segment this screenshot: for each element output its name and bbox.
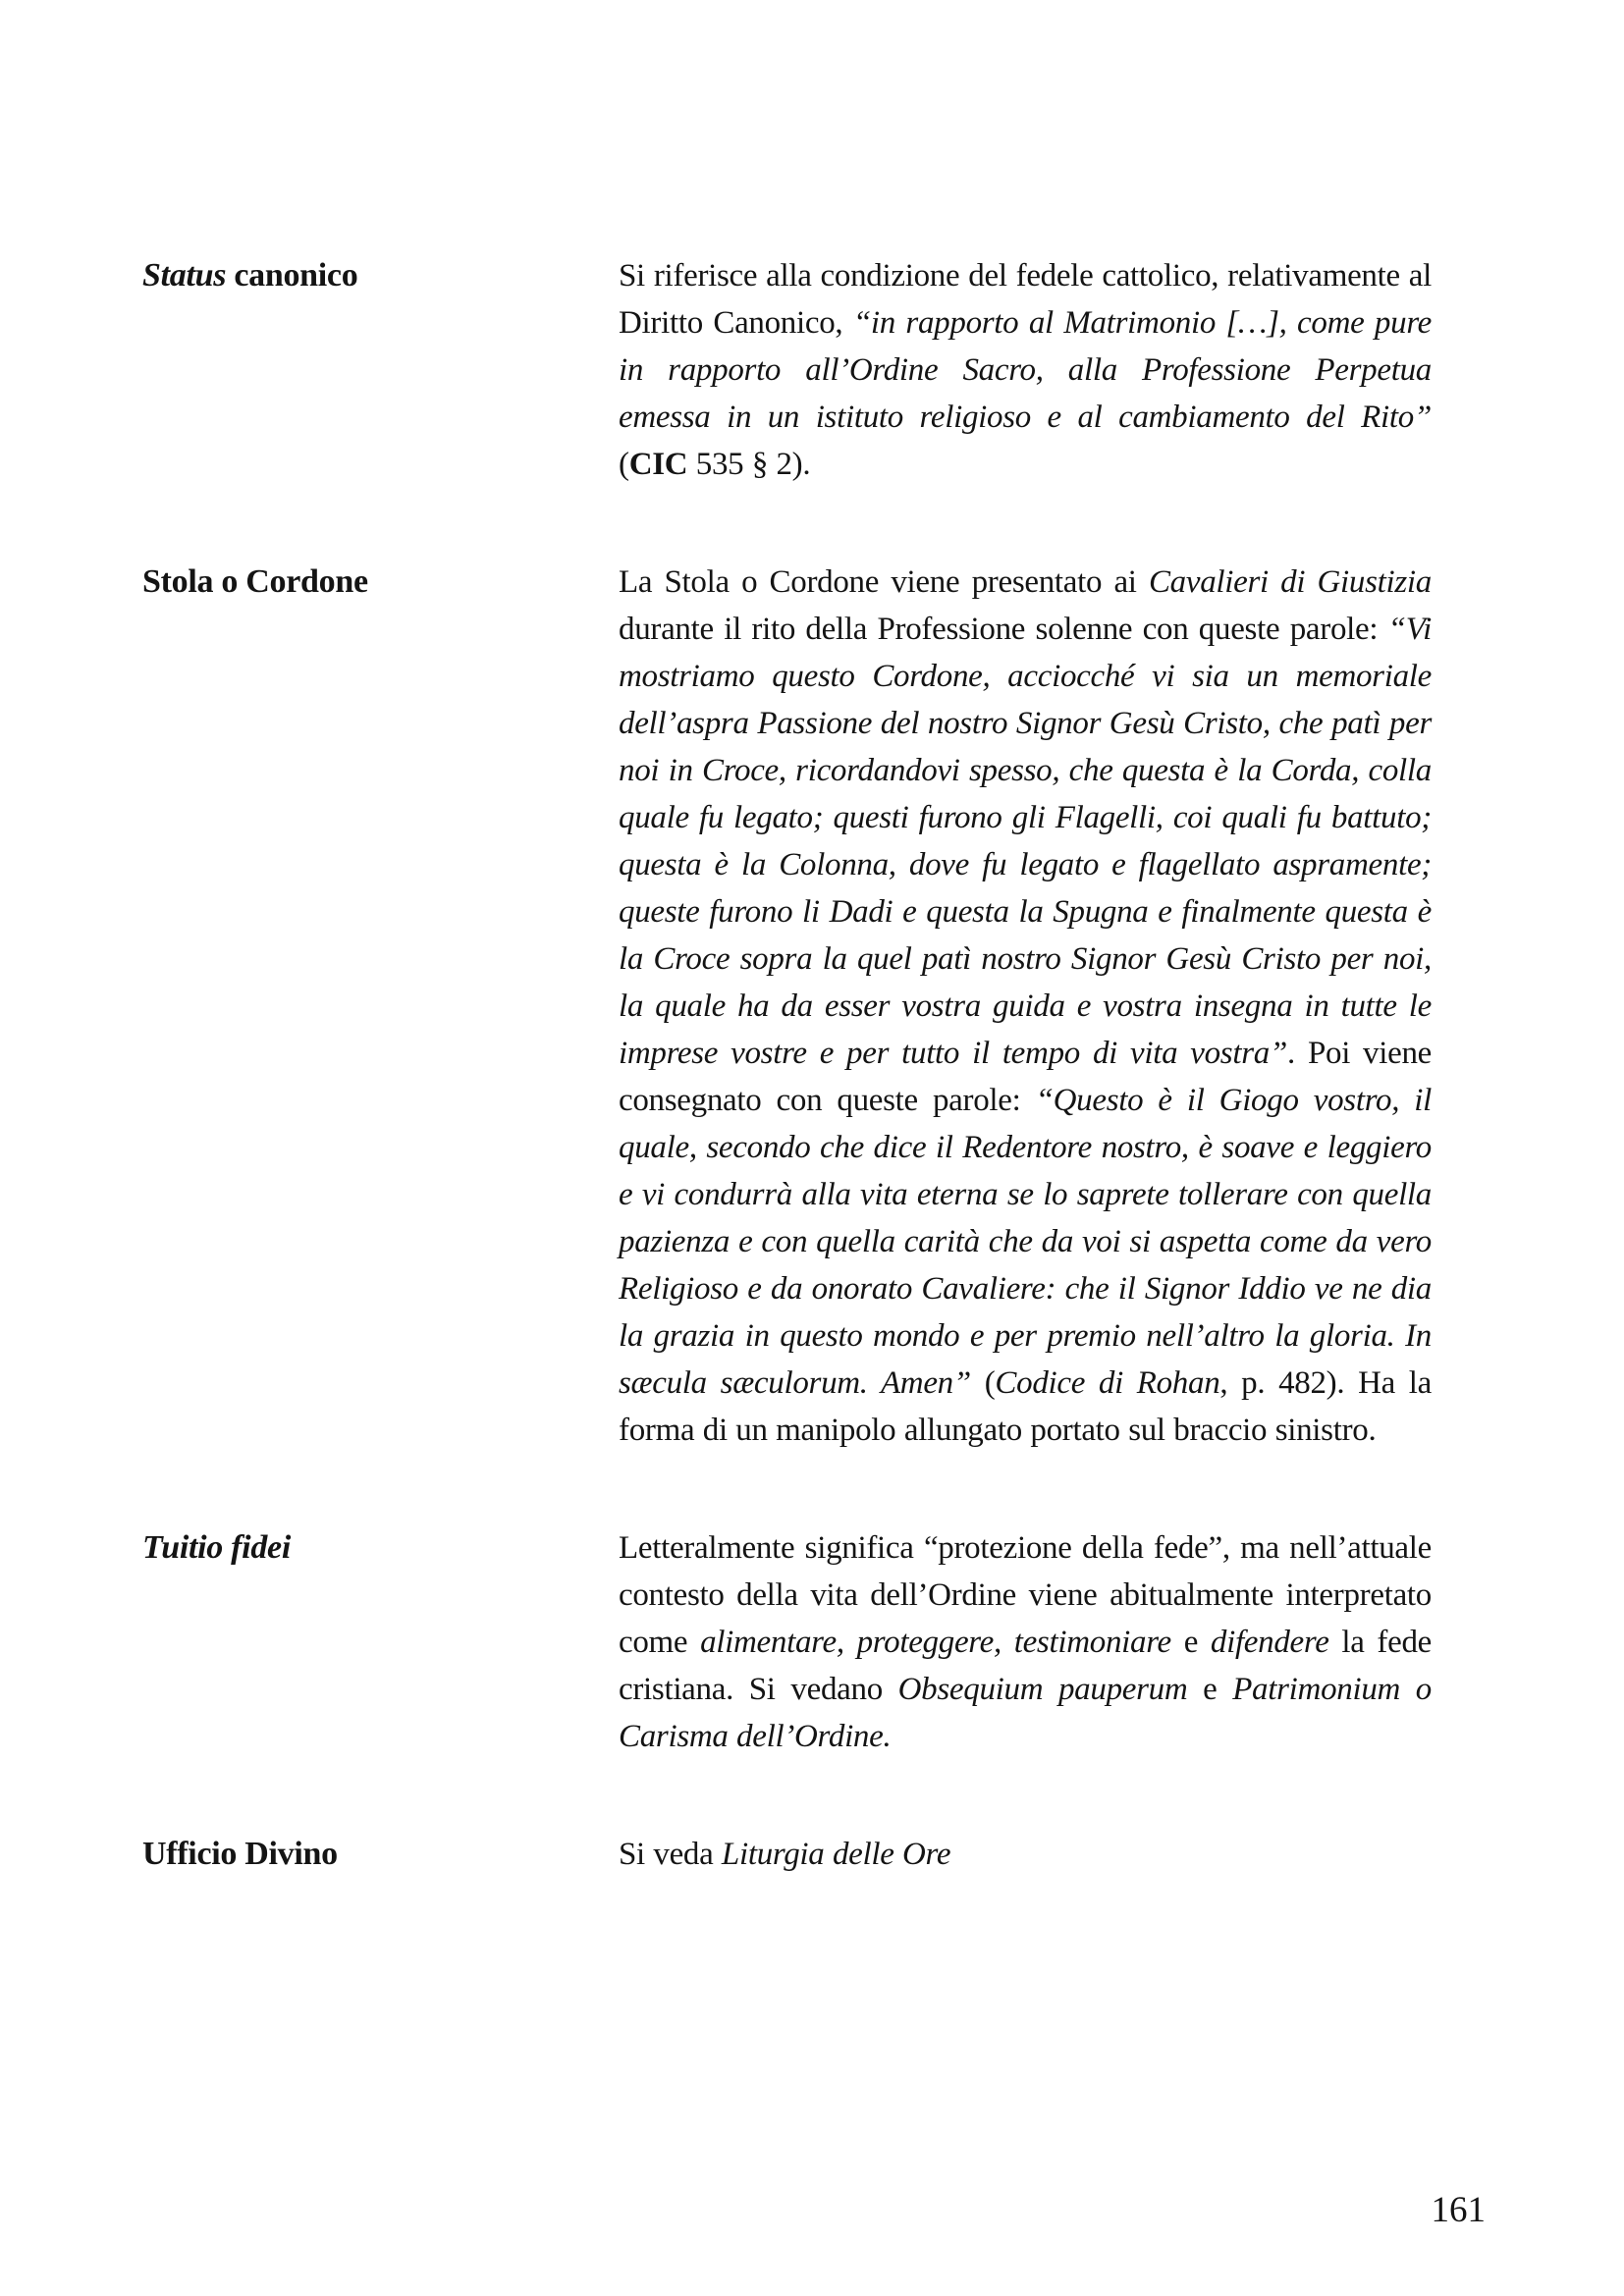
text-run: Stola o Cordone	[142, 563, 368, 600]
entry-term	[142, 1831, 619, 1878]
text-run: , p. 482). Ha la forma di un manipolo allungato portato sul braccio sinistro.	[619, 1365, 1440, 1448]
text-run: La Stola o Cordone viene presentato ai	[619, 564, 1149, 600]
text-run: Cavalieri di Giustizia	[1148, 564, 1432, 600]
text-run: “Questo è il Giogo vostro, il quale, secondo che dice il Redentore nostro, è soave e leggiero e vi condurrà alla vita eterna se lo saprete tollerare con quella pazienza e con quella carità che da voi si aspetta come da vero Religioso e da onorato Cavaliere: che il Signor Iddio ve ne dia la grazia in questo mondo e per premio nell’altro la gloria. In sæcula sæculorum. Amen”	[619, 1083, 1440, 1401]
text-run: Status	[142, 257, 227, 294]
text-run: Obsequium pauperum	[897, 1672, 1188, 1707]
text-run: Codice di Rohan	[995, 1365, 1220, 1401]
entry-term	[142, 1524, 619, 1572]
text-run: e	[1187, 1672, 1233, 1707]
text-run: Si veda	[619, 1837, 722, 1872]
entry-definition	[619, 1831, 1432, 1878]
entry-definition	[619, 252, 1440, 488]
text-run: Tuitio fidei	[142, 1529, 291, 1566]
entry-term	[142, 559, 619, 606]
text-run: Liturgia delle Ore	[721, 1837, 951, 1872]
glossary-entries	[142, 252, 1440, 1878]
page-number: 161	[1431, 2190, 1486, 2230]
glossary-entry-stola-o-cordone	[142, 559, 1440, 1454]
text-run: canonico	[226, 257, 358, 294]
text-run: Patrimonium o Carisma dell’Ordine.	[619, 1672, 1440, 1754]
text-run: “Vi mostriamo questo Cordone, acciocché vi sia un memoriale dell’aspra Passione del nostro Signor Gesù Cristo, che patì per noi in Croce, ricordandovi spesso, che questa è la Corda, colla quale fu legato; questi furono gli Flagelli, coi quali fu battuto; questa è la Colonna, dove fu legato e flagellato aspramente; queste furono li Dadi e questa la Spugna e finalmente questa è la Croce sopra la quel patì nostro Signor Gesù Cristo per noi, la quale ha da esser vostra guida e vostra insegna in tutte le imprese vostre e per tutto il tempo di vita vostra”	[619, 612, 1440, 1071]
entry-definition	[619, 559, 1440, 1454]
text-run: (	[619, 400, 1440, 482]
text-run: durante il rito della Professione solenne con queste parole:	[619, 564, 1440, 647]
text-run: “in rapporto al Matrimonio […], come pure in rapporto all’Ordine Sacro, alla Professione Perpetua emessa in un istituto religioso e al cambiamento del Rito”	[619, 305, 1440, 435]
glossary-entry-status-canonico	[142, 252, 1440, 488]
text-run: Ufficio Divino	[142, 1836, 338, 1872]
text-run: (	[970, 1365, 996, 1401]
text-run: e	[1170, 1625, 1211, 1660]
entry-term	[142, 252, 619, 299]
entry-definition	[619, 1524, 1440, 1760]
text-run: alimentare, proteggere, testimoniare	[700, 1625, 1171, 1660]
text-run: la fede cristiana. Si vedano	[619, 1625, 1440, 1707]
glossary-entry-ufficio-divino	[142, 1831, 1432, 1878]
text-run: . Poi viene consegnato con queste parole:	[619, 1036, 1440, 1118]
text-run: CIC	[628, 447, 688, 482]
glossary-entry-tuitio-fidei	[142, 1524, 1440, 1760]
text-run: 535 § 2).	[687, 447, 811, 482]
text-run: Letteralmente significa “protezione della fede”, ma nell’attuale contesto della vita dell’Ordine viene abitualmente interpretato come	[619, 1530, 1440, 1660]
text-run: difendere	[1210, 1625, 1329, 1660]
text-run: Si riferisce alla condizione del fedele cattolico, relativamente al Diritto Canonico,	[619, 258, 1440, 341]
